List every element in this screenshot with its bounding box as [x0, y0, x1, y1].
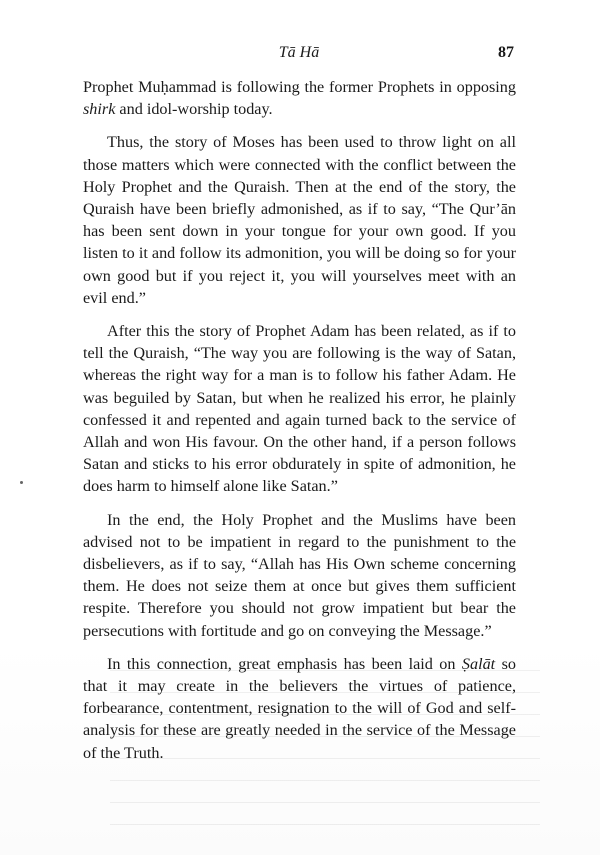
term-salat: Ṣalāt: [461, 654, 496, 673]
page-number: 87: [498, 44, 514, 61]
paragraph-3: After this the story of Prophet Adam has been related, as if to tell the Quraish, “The way you are following is the way of Satan, whereas the right way for a man is to follow his father Adam. He was beguiled by Satan, but when he realized his error, he plainly confessed it and repented and again turned back to the service of Allah and won His favour. On the other hand, if a person follows Satan and sticks to his error obdurately in spite of admonition, he does harm to himself alone like Satan.”: [83, 322, 516, 496]
paragraph-1-after: and idol-worship today.: [115, 100, 273, 119]
term-shirk: shirk: [83, 100, 116, 119]
show-through-texture: [110, 670, 540, 840]
margin-speck: [20, 481, 23, 484]
paragraph-1-before: Prophet Muḥammad is following the former Prophets in opposing: [83, 78, 516, 96]
page-header: [84, 44, 514, 68]
paragraph-5-after: so that it may create in the believers the virtues of patience, forbearance, contentment, resignation to the will of God and self-analysis for these are greatly needed in the service of the Message of the Truth.: [83, 654, 516, 762]
paragraph-1: [83, 76, 516, 120]
running-title: Tā Hā: [278, 44, 320, 61]
paragraph-5-before: In this connection, great emphasis has been laid on: [107, 654, 462, 673]
paragraph-4: In the end, the Holy Prophet and the Muslims have been advised not to be impatient in regard to the punishment to the disbelievers, as if to say, “Allah has His Own scheme concerning them. He does not seize them at once but gives them sufficient respite. Therefore you should not grow impatient but bear the persecutions with fortitude and go on conveying the Message.”: [83, 510, 516, 640]
paragraph-2: Thus, the story of Moses has been used to throw light on all those matters which were connected with the conflict between the Holy Prophet and the Quraish. Then at the end of the story, the Quraish have been briefly admonished, as if to say, “The Qur’ān has been sent down in your tongue for your own good. If you listen to it and follow its admonition, you will be doing so for your own good but if you reject it, you will yourselves meet with an evil end.”: [83, 133, 516, 307]
